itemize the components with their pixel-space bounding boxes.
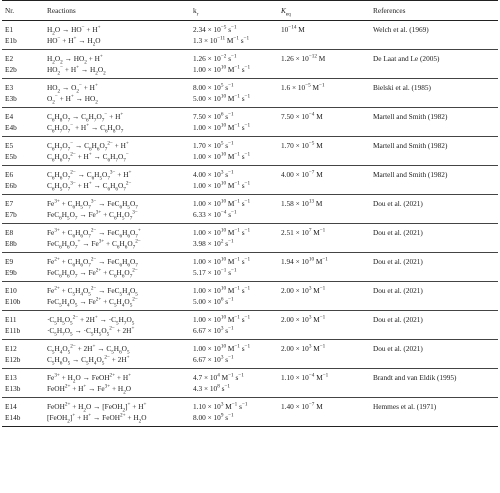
cell-keq (278, 282, 370, 311)
cell-rx-line: $O_2^- + H^+ \to HO_2$ (47, 93, 98, 106)
cell-nr-line: E11 (5, 315, 17, 324)
cell-keq-line: $2.00 \times 10^3$ $M^{-1}$ (281, 343, 326, 353)
cell-rx (44, 282, 190, 311)
cell-rx-line: $FeC_6H_5O_7 \to Fe^{3+} + C_6H_5O_7^{3-}$ (47, 209, 138, 222)
cell-keq-line: $2.51 \times 10^7$ $M^{-1}$ (281, 227, 326, 237)
cell-k-line: $7.50 \times 10^6$ $s^{-1}$ (193, 111, 234, 121)
cell-keq-line: $1.58 \times 10^{13}$ M (281, 198, 323, 208)
cell-ref-line: Dou et al. (2021) (373, 199, 423, 208)
cell-ref-line: Welch et al. (1969) (373, 25, 429, 34)
header-nr: Nr. (2, 1, 44, 21)
cell-nr-line: E14 (5, 402, 17, 411)
cell-rx-line: $FeC_6H_6O_7 \to Fe^{2+} + C_6H_6O_7^{2-}$ (47, 267, 138, 280)
cell-ref-line: Martell and Smith (1982) (373, 112, 448, 121)
cell-ref (370, 340, 498, 369)
cell-rx-line: $FeC_6H_6O_7^+ \to Fe^{3+} + C_6H_6O_7^{2-}$ (47, 238, 141, 251)
cell-rx-line: $Fe^{3+} + H_2O$ → FeOH$^{2+}$ + H+ (47, 372, 132, 385)
cell-rx-line: $HO_2 \to O_2^- + H^+$ (47, 82, 98, 95)
cell-ref-line: De Laat and Le (2005) (373, 54, 440, 63)
cell-ref-line: Hemmes et al. (1971) (373, 402, 437, 411)
cell-ref-line: Dou et al. (2021) (373, 257, 423, 266)
cell-rx-line: $H_2O \to HO^- + H^+$ (47, 24, 101, 37)
cell-ref (370, 311, 498, 340)
header-reactions: Reactions (44, 1, 190, 21)
table-row (2, 108, 498, 137)
cell-rx-line: $Fe^{2+} + C_6H_6O_7^{2-} \to FeC_6H_6O_7$ (47, 256, 138, 269)
cell-k-line: $1.70 \times 10^5$ $s^{-1}$ (193, 140, 234, 150)
cell-rx-line: $C_6H_6O_7^{2-} + H^+ \to C_6H_7O_7^-$ (47, 151, 129, 164)
cell-k (190, 108, 278, 137)
table-row (2, 21, 498, 50)
cell-keq-line: $2.00 \times 10^3$ $M^{-1}$ (281, 314, 326, 324)
cell-k-line: $1.26 \times 10^{-2}$ $s^{-1}$ (193, 53, 237, 63)
cell-nr (2, 79, 44, 108)
cell-k-line: $1.00 \times 10^{10}$ $M^{-1}$ $s^{-1}$ (193, 151, 251, 161)
cell-keq-line: $1.6 \times 10^{-5}$ $M^{-1}$ (281, 82, 325, 92)
cell-nr (2, 166, 44, 195)
cell-k-line: $1.00 \times 10^{10}$ $M^{-1}$ $s^{-1}$ (193, 64, 251, 74)
cell-rx-line: $HO_2^- + H^+ \to H_2O_2$ (47, 64, 106, 77)
cell-nr-line: E4b (5, 123, 17, 132)
cell-ref (370, 224, 498, 253)
cell-k (190, 311, 278, 340)
table-row (2, 79, 498, 108)
cell-rx-line: $Fe^{3+} + C_6H_5O_7^{3-} \to FeC_6H_5O_7$ (47, 198, 138, 211)
cell-k-line: $4.00 \times 10^3$ $s^{-1}$ (193, 169, 234, 179)
cell-k-line: $1.00 \times 10^{10}$ $M^{-1}$ $s^{-1}$ (193, 180, 251, 190)
table-row (2, 50, 498, 79)
cell-ref (370, 369, 498, 398)
cell-rx-line: FeOH$^{2+}$ + $H^+ \to Fe^{3+} + H_2O$ (47, 383, 132, 396)
cell-k (190, 50, 278, 79)
cell-nr (2, 398, 44, 427)
cell-keq-line: $1.70 \times 10^{-5}$ M (281, 140, 323, 150)
cell-k-line: $6.67 \times 10^3$ $s^{-1}$ (193, 325, 234, 335)
table-body (2, 21, 498, 427)
cell-ref-line: Bielski et al. (1985) (373, 83, 431, 92)
cell-ref (370, 21, 498, 50)
cell-rx (44, 398, 190, 427)
cell-keq (278, 79, 370, 108)
cell-rx-line: $\cdot C_5H_5O_5^{2-} + 2H^+ \to \cdot C_5H_7O_5$ (47, 314, 135, 327)
cell-rx-line: $C_6H_7O_7^- \to C_6H_6O_7^{2-} + H^+$ (47, 140, 129, 153)
header-kr: $k_r$ (190, 1, 278, 21)
cell-ref (370, 253, 498, 282)
cell-nr-line: E9b (5, 268, 17, 277)
table-header (2, 1, 498, 21)
cell-keq (278, 50, 370, 79)
cell-keq-line: $1.26 \times 10^{-12}$ M (281, 53, 326, 63)
cell-k (190, 369, 278, 398)
cell-nr-line: E8b (5, 239, 17, 248)
cell-rx-line: $FeC_5H_4O_5 \to Fe^{2+} + C_5H_4O_5^{2-}$ (47, 296, 138, 309)
cell-nr-line: E2 (5, 54, 14, 63)
table-row (2, 340, 498, 369)
table-row (2, 195, 498, 224)
cell-ref-line: Dou et al. (2021) (373, 315, 423, 324)
cell-ref (370, 282, 498, 311)
cell-rx-line: [FeOH$_2$]+ + H+ → FeOH$^{2+}$ + $H_2O$ (47, 412, 147, 425)
cell-nr (2, 137, 44, 166)
cell-keq-line: $1.94 \times 10^{10}$ $M^{-1}$ (281, 256, 328, 266)
cell-keq-line: $1.10 \times 10^{-4}$ $M^{-1}$ (281, 372, 329, 382)
cell-k-line: $8.00 \times 10^5$ $s^{-1}$ (193, 82, 234, 92)
cell-ref-line: Dou et al. (2021) (373, 228, 423, 237)
cell-nr-line: E8 (5, 228, 14, 237)
cell-nr-line: E6 (5, 170, 14, 179)
cell-k-line: $2.34 \times 10^{-5}$ $s^{-1}$ (193, 24, 237, 34)
table-row (2, 311, 498, 340)
cell-ref-line: Dou et al. (2021) (373, 286, 423, 295)
cell-ref (370, 166, 498, 195)
cell-nr-line: E5b (5, 152, 17, 161)
cell-keq (278, 224, 370, 253)
cell-nr (2, 340, 44, 369)
cell-rx (44, 340, 190, 369)
cell-keq-line: $7.50 \times 10^{-4}$ M (281, 111, 323, 121)
table-row (2, 253, 498, 282)
cell-nr (2, 21, 44, 50)
table-row (2, 398, 498, 427)
cell-nr-line: E3b (5, 94, 17, 103)
cell-keq (278, 21, 370, 50)
cell-k-line: $1.10 \times 10^3$ $M^{-1}$ $s^{-1}$ (193, 401, 248, 411)
cell-k-line: $1.00 \times 10^{10}$ $M^{-1}$ $s^{-1}$ (193, 256, 251, 266)
cell-ref-line: Martell and Smith (1982) (373, 141, 448, 150)
cell-k-line: $1.00 \times 10^{10}$ $M^{-1}$ $s^{-1}$ (193, 314, 251, 324)
cell-rx-line: $C_5H_6O_5 \to C_5H_4O_5^{2-} + 2H^+$ (47, 354, 130, 367)
cell-rx-line: $Fe^{2+} + C_5H_4O_5^{2-} \to FeC_5H_4O_5$ (47, 285, 138, 298)
cell-nr-line: E7 (5, 199, 14, 208)
cell-nr (2, 50, 44, 79)
cell-nr-line: E5 (5, 141, 14, 150)
cell-nr-line: E14b (5, 413, 21, 422)
cell-rx-line: $C_6H_7O_7^- + H^+ \to C_6H_8O_7$ (47, 122, 124, 135)
cell-nr (2, 253, 44, 282)
cell-rx-line: $C_5H_4O_5^{2-} + 2H^+ \to C_5H_6O_5$ (47, 343, 130, 356)
cell-k-line: $3.98 \times 10^2$ $s^{-1}$ (193, 238, 234, 248)
cell-nr-line: E1b (5, 36, 17, 45)
cell-nr (2, 282, 44, 311)
cell-nr-line: E1 (5, 25, 14, 34)
cell-nr-line: E10b (5, 297, 21, 306)
cell-nr-line: E9 (5, 257, 14, 266)
cell-nr (2, 195, 44, 224)
table-row (2, 282, 498, 311)
cell-k-line: $1.00 \times 10^{10}$ $M^{-1}$ $s^{-1}$ (193, 227, 251, 237)
cell-keq (278, 340, 370, 369)
cell-rx (44, 369, 190, 398)
cell-rx (44, 195, 190, 224)
cell-keq (278, 108, 370, 137)
cell-k-line: $1.00 \times 10^{10}$ $M^{-1}$ $s^{-1}$ (193, 198, 251, 208)
cell-rx (44, 137, 190, 166)
cell-rx (44, 311, 190, 340)
cell-k-line: $1.00 \times 10^{10}$ $M^{-1}$ $s^{-1}$ (193, 285, 251, 295)
cell-k (190, 137, 278, 166)
reactions-table (2, 0, 498, 427)
cell-nr (2, 311, 44, 340)
cell-k (190, 398, 278, 427)
cell-k (190, 21, 278, 50)
cell-k (190, 340, 278, 369)
table-row (2, 166, 498, 195)
cell-keq-line: $4.00 \times 10^{-7}$ M (281, 169, 323, 179)
cell-k-line: $1.00 \times 10^{10}$ $M^{-1}$ $s^{-1}$ (193, 343, 251, 353)
cell-rx (44, 79, 190, 108)
cell-nr-line: E4 (5, 112, 14, 121)
cell-k-line: $5.17 \times 10^{-1}$ $s^{-1}$ (193, 267, 237, 277)
table-row (2, 369, 498, 398)
cell-rx-line: $C_6H_8O_7 \to C_6H_7O_7^- + H^+$ (47, 111, 124, 124)
cell-keq (278, 369, 370, 398)
cell-rx (44, 108, 190, 137)
cell-k-line: $8.00 \times 10^9$ $s^{-1}$ (193, 412, 234, 422)
cell-ref (370, 195, 498, 224)
cell-ref (370, 137, 498, 166)
cell-k-line: $4.3 \times 10^8$ $s^{-1}$ (193, 383, 230, 393)
header-references: References (370, 1, 498, 21)
cell-keq (278, 253, 370, 282)
table-row (2, 224, 498, 253)
cell-k-line: $4.7 \times 10^4$ $M^{-1}$ $s^{-1}$ (193, 372, 244, 382)
cell-nr-line: E3 (5, 83, 14, 92)
cell-ref (370, 398, 498, 427)
cell-k-line: $1.00 \times 10^{10}$ $M^{-1}$ $s^{-1}$ (193, 122, 251, 132)
cell-nr-line: E12 (5, 344, 17, 353)
header-keq: $K_{eq}$ (278, 1, 370, 21)
cell-rx (44, 21, 190, 50)
cell-rx-line: $\cdot C_5H_7O_5 \to \cdot C_5H_5O_5^{2-} + 2H^+$ (47, 325, 135, 338)
cell-keq-line: $10^{-14}$ M (281, 24, 305, 34)
cell-nr-line: E12b (5, 355, 21, 364)
cell-k-line: $5.00 \times 10^{10}$ $M^{-1}$ $s^{-1}$ (193, 93, 251, 103)
cell-nr-line: E11b (5, 326, 21, 335)
cell-ref-line: Brandt and van Eldik (1995) (373, 373, 457, 382)
cell-k (190, 282, 278, 311)
cell-nr-line: E2b (5, 65, 17, 74)
cell-k (190, 224, 278, 253)
cell-rx (44, 224, 190, 253)
cell-rx-line: $Fe^{3+} + C_6H_6O_7^{2-} \to FeC_6H_6O_7^+$ (47, 227, 141, 240)
cell-k (190, 79, 278, 108)
cell-nr-line: E13 (5, 373, 17, 382)
cell-keq (278, 137, 370, 166)
cell-k (190, 253, 278, 282)
cell-k-line: $6.33 \times 10^{-4}$ $s^{-1}$ (193, 209, 237, 219)
cell-rx-line: $H_2O_2 \to HO_2 + H^+$ (47, 53, 103, 66)
table-row (2, 137, 498, 166)
cell-rx (44, 253, 190, 282)
cell-nr-line: E13b (5, 384, 21, 393)
cell-k (190, 195, 278, 224)
cell-rx-line: $C_6H_5O_7^{3-} + H^+ \to C_6H_6O_7^{2-}$ (47, 180, 132, 193)
cell-rx-line: $HO^- + H^+ \to H_2O$ (47, 35, 101, 48)
cell-k (190, 166, 278, 195)
cell-keq-line: $2.00 \times 10^3$ $M^{-1}$ (281, 285, 326, 295)
cell-nr-line: E10 (5, 286, 17, 295)
cell-keq (278, 195, 370, 224)
cell-k-line: $5.00 \times 10^6$ $s^{-1}$ (193, 296, 234, 306)
cell-ref-line: Martell and Smith (1982) (373, 170, 448, 179)
cell-nr (2, 369, 44, 398)
cell-keq (278, 166, 370, 195)
cell-keq (278, 398, 370, 427)
cell-rx-line: FeOH$^{2+}$ + $H_2O$ → [FeOH$_2$]+ + H+ (47, 401, 147, 414)
cell-ref (370, 79, 498, 108)
cell-k-line: $6.67 \times 10^3$ $s^{-1}$ (193, 354, 234, 364)
cell-k-line: $1.3 \times 10^{-11}$ $M^{-1}$ $s^{-1}$ (193, 35, 250, 45)
cell-keq (278, 311, 370, 340)
cell-rx (44, 50, 190, 79)
cell-ref (370, 108, 498, 137)
cell-nr-line: E7b (5, 210, 17, 219)
cell-ref-line: Dou et al. (2021) (373, 344, 423, 353)
cell-rx (44, 166, 190, 195)
cell-rx-line: $C_6H_6O_7^{2-} \to C_6H_5O_7^{3-} + H^+$ (47, 169, 132, 182)
cell-ref (370, 50, 498, 79)
cell-keq-line: $1.40 \times 10^{-7}$ M (281, 401, 323, 411)
cell-nr-line: E6b (5, 181, 17, 190)
cell-nr (2, 224, 44, 253)
cell-nr (2, 108, 44, 137)
